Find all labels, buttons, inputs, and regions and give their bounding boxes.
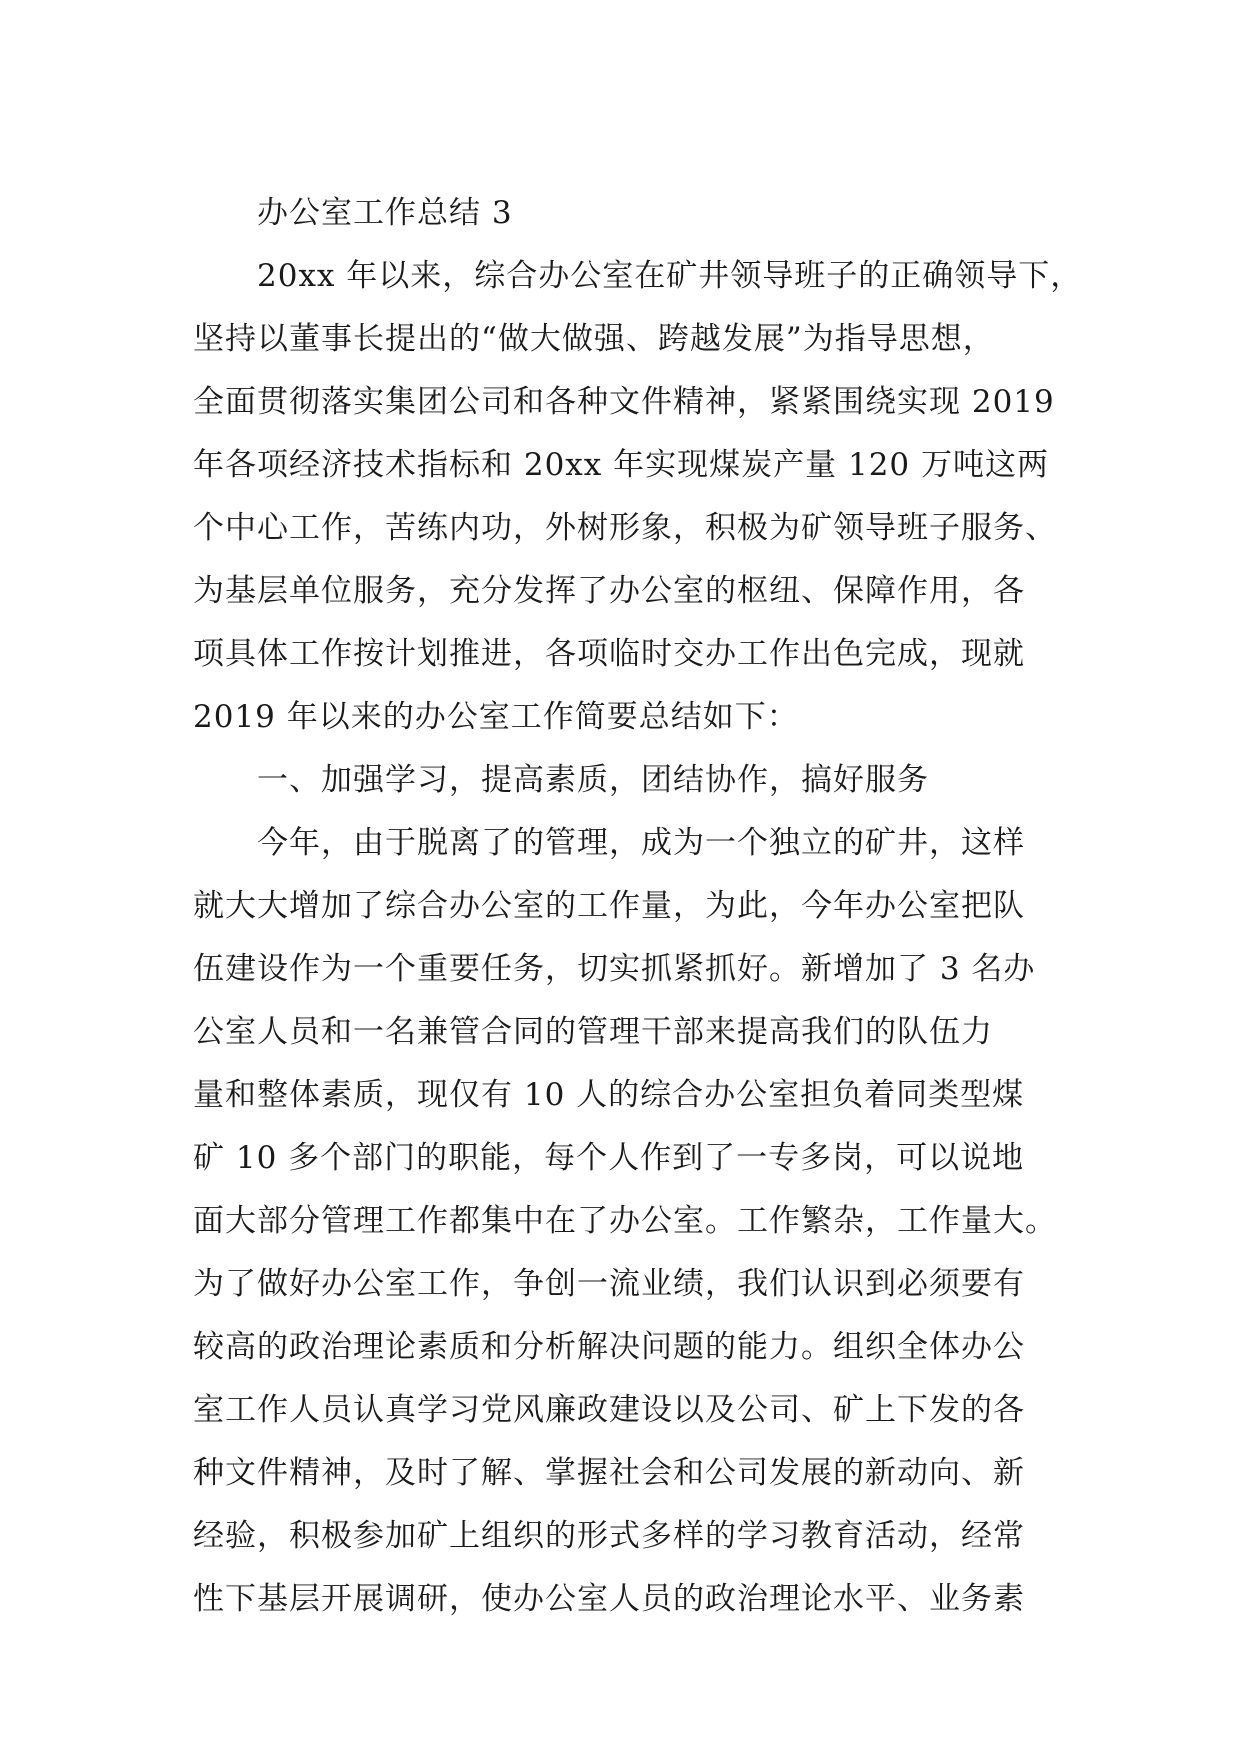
text-line: 种文件精神，及时了解、掌握社会和公司发展的新动向、新 xyxy=(193,1455,1025,1491)
text-line: 年各项经济技术指标和 20xx 年实现煤炭产量 120 万吨这两 xyxy=(193,447,1049,483)
text-line: 较高的政治理论素质和分析解决问题的能力。组织全体办公 xyxy=(193,1329,1025,1365)
text-line: 项具体工作按计划推进，各项临时交办工作出色完成，现就 xyxy=(193,636,1025,672)
text-line: 全面贯彻落实集团公司和各种文件精神，紧紧围绕实现 2019 xyxy=(193,384,1055,420)
text-line: 量和整体素质，现仅有 10 人的综合办公室担负着同类型煤 xyxy=(193,1077,1025,1113)
text-line: 公室人员和一名兼管合同的管理干部来提高我们的队伍力 xyxy=(193,1014,993,1050)
text-line: 室工作人员认真学习党风廉政建设以及公司、矿上下发的各 xyxy=(193,1392,1025,1428)
text-line: 经验，积极参加矿上组织的形式多样的学习教育活动，经常 xyxy=(193,1518,1025,1554)
text-line: 性下基层开展调研，使办公室人员的政治理论水平、业务素 xyxy=(193,1581,1025,1617)
text-line: 个中心工作，苦练内功，外树形象，积极为矿领导班子服务、 xyxy=(193,510,1057,546)
document-title: 办公室工作总结 3 xyxy=(257,195,513,231)
text-line: 为基层单位服务，充分发挥了办公室的枢纽、保障作用，各 xyxy=(193,573,1025,609)
text-line: 就大大增加了综合办公室的工作量，为此，今年办公室把队 xyxy=(193,888,1025,924)
text-line: 伍建设作为一个重要任务，切实抓紧抓好。新增加了 3 名办 xyxy=(193,951,1036,987)
text-line: 面大部分管理工作都集中在了办公室。工作繁杂，工作量大。 xyxy=(193,1203,1057,1239)
text-line: 矿 10 多个部门的职能，每个人作到了一专多岗，可以说地 xyxy=(193,1140,1025,1176)
section-heading: 一、加强学习，提高素质，团结协作，搞好服务 xyxy=(257,762,929,798)
text-line: 20xx 年以来，综合办公室在矿井领导班子的正确领导下， xyxy=(257,258,1083,294)
text-line: 今年，由于脱离了的管理，成为一个独立的矿井，这样 xyxy=(257,825,1025,861)
text-line: 为了做好办公室工作，争创一流业绩，我们认识到必须要有 xyxy=(193,1266,1025,1302)
text-line: 坚持以董事长提出的“做大做强、跨越发展”为指导思想， xyxy=(193,321,995,357)
text-line: 2019 年以来的办公室工作简要总结如下： xyxy=(193,699,799,735)
